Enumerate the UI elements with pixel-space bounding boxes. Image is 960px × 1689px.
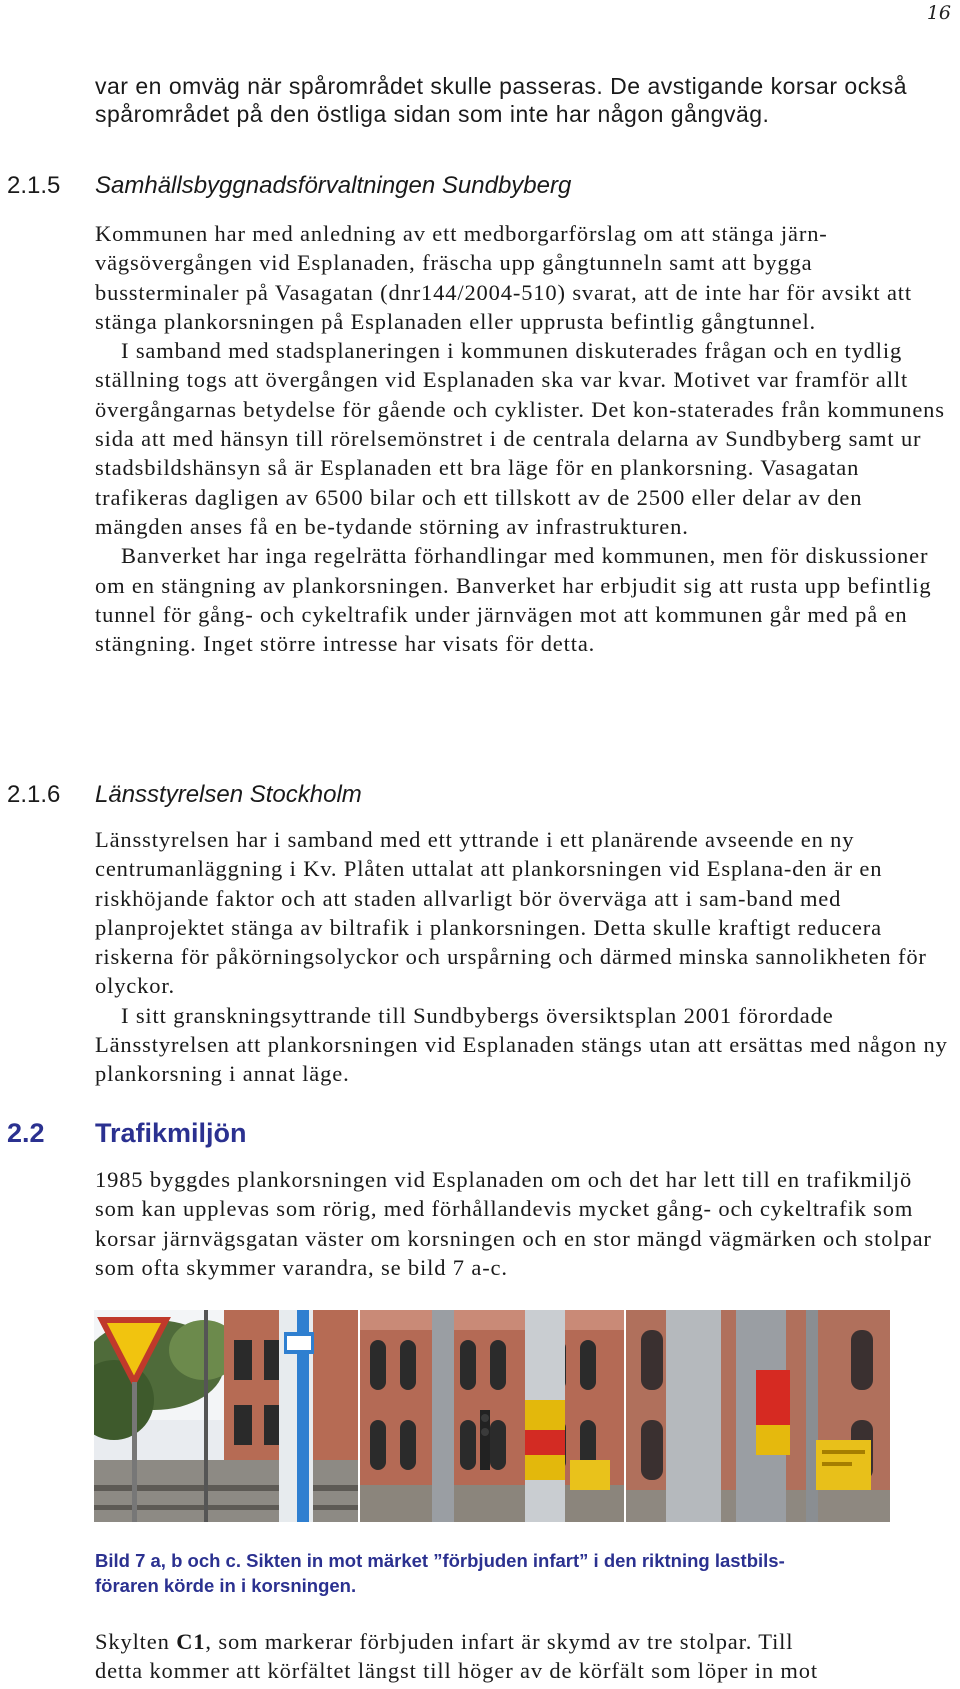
paragraph: I samband med stadsplaneringen i kommunen diskuterades frågan och en tydlig ställning togs att övergången vid Esplanaden ska var kvar. Motivet var framför allt övergångarnas betydelse för gående och cyklister. Det kon-staterades från kommunens sida att med hänsyn till rörelsemönstret i de centrala delarna av Sundbyberg samt ur stadsbildshänsyn så är Esplanaden ett bra läge för en plankorsning. Vasagatan trafikeras dagligen av 6500 bilar och ett tillskott av de 2500 eller delar av den mängden anses få en be-tydande störning av infrastrukturen.: [95, 338, 945, 539]
closing-line-1: [95, 1627, 955, 1656]
section-title: Länsstyrelsen Stockholm: [95, 781, 362, 808]
section-number: 2.1.6: [7, 781, 61, 808]
paragraph: Länsstyrelsen har i samband med ett yttrande i ett planärende avseende en ny centrumanläggning i Kv. Plåten uttalat att plankorsningen vid Esplana-den är en riskhöjande faktor och att staden allvarligt bör överväga att i sam-band med planprojektet stänga av biltrafik i plankorsningen. Detta skulle kraftigt reducera riskerna för påkörningsolyckor och urspårning och därmed minska sannolikheten för olyckor.: [95, 827, 927, 999]
page-number: 16: [926, 2, 951, 24]
section-heading-2-1-5: [7, 172, 571, 200]
section-title: Samhällsbyggnadsförvaltningen Sundbyberg: [95, 172, 572, 199]
section-2-1-6-body: [95, 825, 955, 1089]
intro-paragraph: [95, 72, 955, 128]
sign-code: C1: [176, 1629, 206, 1654]
caption-line-1: Bild 7 a, b och c. Sikten in mot märket ”förbjuden infart” i den riktning lastbils-: [95, 1550, 785, 1571]
photo-7b: [360, 1310, 624, 1522]
figure-caption: [95, 1548, 895, 1598]
section-2-2-body: [95, 1165, 955, 1282]
figure-7: [94, 1310, 890, 1522]
closing-text: Skylten: [95, 1629, 177, 1654]
section-title: Trafikmiljön: [95, 1118, 247, 1148]
photo-7a: [94, 1310, 358, 1522]
section-2-1-5-body: [95, 219, 955, 658]
intro-line-2: spårområdet på den östliga sidan som inte har någon gångväg.: [95, 101, 770, 127]
closing-paragraph: [95, 1627, 955, 1686]
section-heading-2-2: [7, 1118, 247, 1149]
caption-line-2: föraren körde in i korsningen.: [95, 1575, 357, 1596]
closing-text: , som markerar förbjuden infart är skymd av tre stolpar. Till: [205, 1629, 794, 1654]
paragraph: Kommunen har med anledning av ett medborgarförslag om att stänga järn-vägsövergången vid Esplanaden, fräscha upp gångtunneln samt att bygga bussterminaler på Vasagatan (dnr144/2004-510) svarat, att de inte har för avsikt att stänga plankorsningen på Esplanaden eller upprusta befintlig gångtunnel.: [95, 221, 913, 334]
closing-line-2: detta kommer att körfältet längst till höger av de körfält som löper in mot: [95, 1658, 818, 1684]
section-number: 2.1.5: [7, 172, 61, 199]
paragraph: Banverket har inga regelrätta förhandlingar med kommunen, men för diskussioner om en stängning av plankorsningen. Banverket har erbjudit sig att rusta upp befintlig tunnel för gång- och cykeltrafik under järnvägen mot att kommunen går med på en stängning. Inget större intresse har visats för detta.: [95, 543, 932, 657]
intro-line-1: var en omväg när spårområdet skulle passeras. De avstigande korsar också: [95, 73, 907, 99]
section-number: 2.2: [7, 1118, 45, 1148]
paragraph: I sitt granskningsyttrande till Sundbybergs översiktsplan 2001 förordade Länsstyrelsen att plankorsningen vid Esplanaden stängs utan att ersättas med någon ny plankorsning i annat läge.: [95, 1002, 948, 1087]
section-heading-2-1-6: [7, 781, 362, 809]
photo-7c: [626, 1310, 890, 1522]
paragraph: 1985 byggdes plankorsningen vid Esplanaden om och det har lett till en trafikmiljö som kan upplevas som rörig, med förhållandevis mycket gång- och cykeltrafik som korsar järnvägsgatan väster om korsningen och en stor mängd vägmärken och stolpar som ofta skymmer varandra, se bild 7 a-c.: [95, 1167, 932, 1280]
